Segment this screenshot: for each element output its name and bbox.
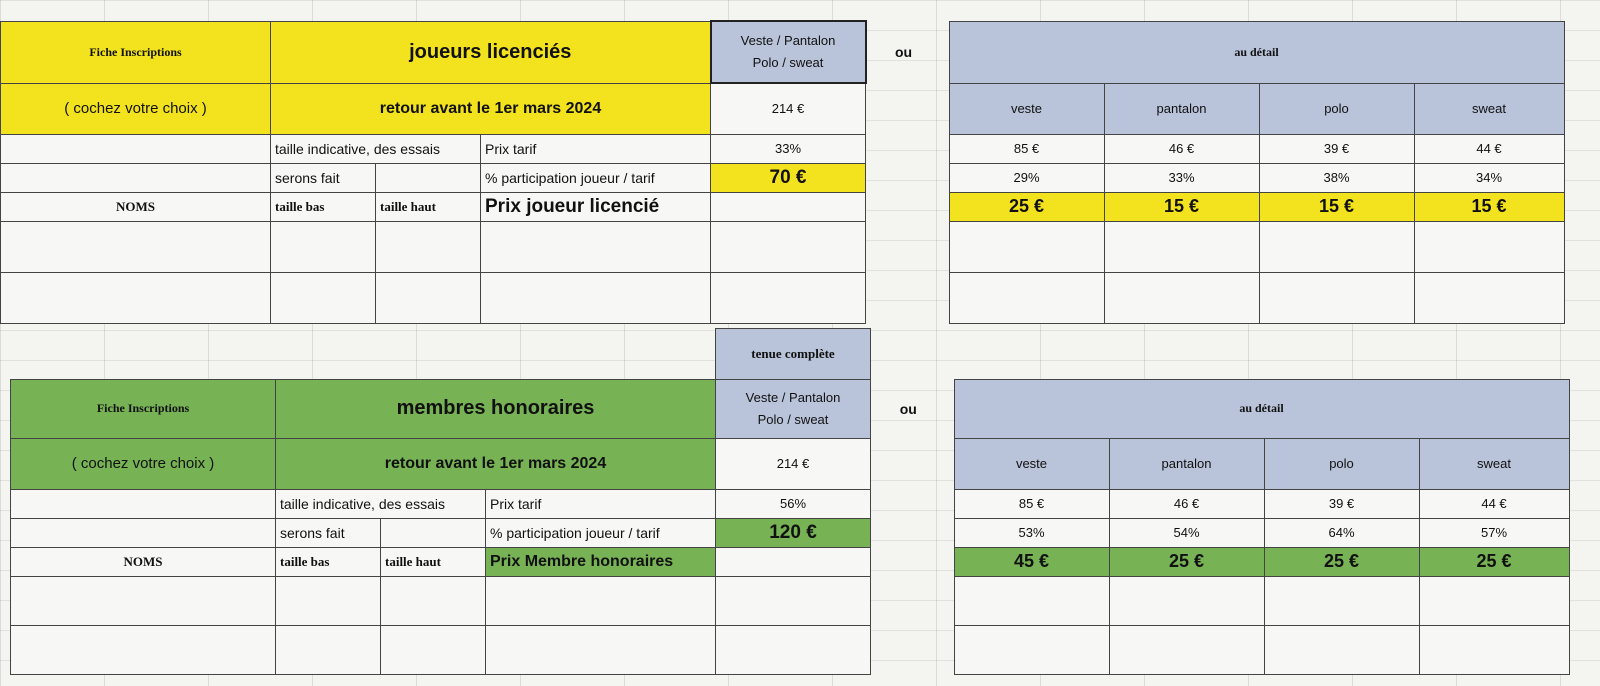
taille-haut-header: taille haut [381,547,486,576]
retour-label: retour avant le 1er mars 2024 [271,83,711,134]
detail-player-price-sweat: 25 € [1419,547,1569,576]
detail-price-polo: 39 € [1264,489,1419,518]
set-pct: 56% [716,489,871,518]
detail-pct-pantalon: 33% [1104,163,1259,192]
set-price: 214 € [716,438,871,489]
detail-pct-veste: 53% [954,518,1109,547]
participation-label: % participation joueur / tarif [481,163,711,192]
taille-haut-header: taille haut [376,192,481,221]
set-pct: 33% [711,134,866,163]
col-pantalon: pantalon [1104,83,1259,134]
tenue-complete-label: tenue complète [716,329,871,380]
name-cell[interactable] [1,272,271,323]
prix-tarif-label: Prix tarif [486,489,716,518]
set-player-price: 70 € [711,163,866,192]
detail-pct-veste: 29% [949,163,1104,192]
taille-bas-header: taille bas [271,192,376,221]
detail-player-price-pantalon: 25 € [1109,547,1264,576]
participation-label: % participation joueur / tarif [486,518,716,547]
col-polo: polo [1259,83,1414,134]
set-price: 214 € [711,83,866,134]
name-cell[interactable] [1,221,271,272]
cochez-label: ( cochez votre choix ) [1,83,271,134]
taille-haut-cell[interactable] [376,272,481,323]
prix-membre-label: Prix Membre honoraires [486,547,716,576]
taille-haut-cell[interactable] [381,625,486,674]
taille-bas-cell[interactable] [276,625,381,674]
detail-price-veste: 85 € [954,489,1109,518]
section-title: membres honoraires [276,379,716,438]
section-title: joueurs licenciés [271,21,711,83]
prix-joueur-label: Prix joueur licencié [481,192,711,221]
prix-tarif-label: Prix tarif [481,134,711,163]
name-cell[interactable] [11,625,276,674]
detail-pct-polo: 38% [1259,163,1414,192]
taille-bas-header: taille bas [276,547,381,576]
set-line2: Polo / sweat [757,411,829,427]
detail-player-price-polo: 25 € [1264,547,1419,576]
taille-haut-cell[interactable] [381,576,486,625]
detail-price-polo: 39 € [1259,134,1414,163]
set-line1: Veste / Pantalon [745,389,841,405]
col-veste: veste [954,438,1109,489]
col-pantalon: pantalon [1109,438,1264,489]
detail-player-price-veste: 25 € [949,192,1104,221]
noms-header: NOMS [11,547,276,576]
block-joueurs-licencies [0,20,1565,324]
col-sweat: sweat [1419,438,1569,489]
detail-pct-sweat: 57% [1419,518,1569,547]
detail-price-sweat: 44 € [1419,489,1569,518]
fiche-label: Fiche Inscriptions [11,379,276,438]
detail-player-price-veste: 45 € [954,547,1109,576]
detail-price-veste: 85 € [949,134,1104,163]
set-line1: Veste / Pantalon [740,33,836,48]
col-polo: polo [1264,438,1419,489]
set-player-price: 120 € [716,518,871,547]
noms-header: NOMS [1,192,271,221]
serons-fait-label: serons fait [276,518,381,547]
col-veste: veste [949,83,1104,134]
detail-price-pantalon: 46 € [1109,489,1264,518]
fiche-label: Fiche Inscriptions [1,21,271,83]
set-line2: Polo / sweat [752,55,824,70]
detail-header: au détail [954,379,1569,438]
set-header[interactable] [716,379,871,438]
taille-bas-cell[interactable] [276,576,381,625]
detail-pct-polo: 64% [1264,518,1419,547]
retour-label: retour avant le 1er mars 2024 [276,438,716,489]
detail-player-price-sweat: 15 € [1414,192,1564,221]
detail-header: au détail [949,21,1564,83]
detail-player-price-polo: 15 € [1259,192,1414,221]
ou-label: ou [899,400,917,417]
detail-pct-sweat: 34% [1414,163,1564,192]
taille-indicative-label: taille indicative, des essais [276,489,486,518]
name-cell[interactable] [11,576,276,625]
taille-bas-cell[interactable] [271,272,376,323]
set-header[interactable] [711,21,866,83]
detail-pct-pantalon: 54% [1109,518,1264,547]
block-membres-honoraires [10,328,1570,675]
col-sweat: sweat [1414,83,1564,134]
taille-indicative-label: taille indicative, des essais [271,134,481,163]
taille-haut-cell[interactable] [376,221,481,272]
taille-bas-cell[interactable] [271,221,376,272]
detail-price-pantalon: 46 € [1104,134,1259,163]
cochez-label: ( cochez votre choix ) [11,438,276,489]
serons-fait-label: serons fait [271,163,376,192]
detail-player-price-pantalon: 15 € [1104,192,1259,221]
ou-label: ou [894,44,913,60]
detail-price-sweat: 44 € [1414,134,1564,163]
